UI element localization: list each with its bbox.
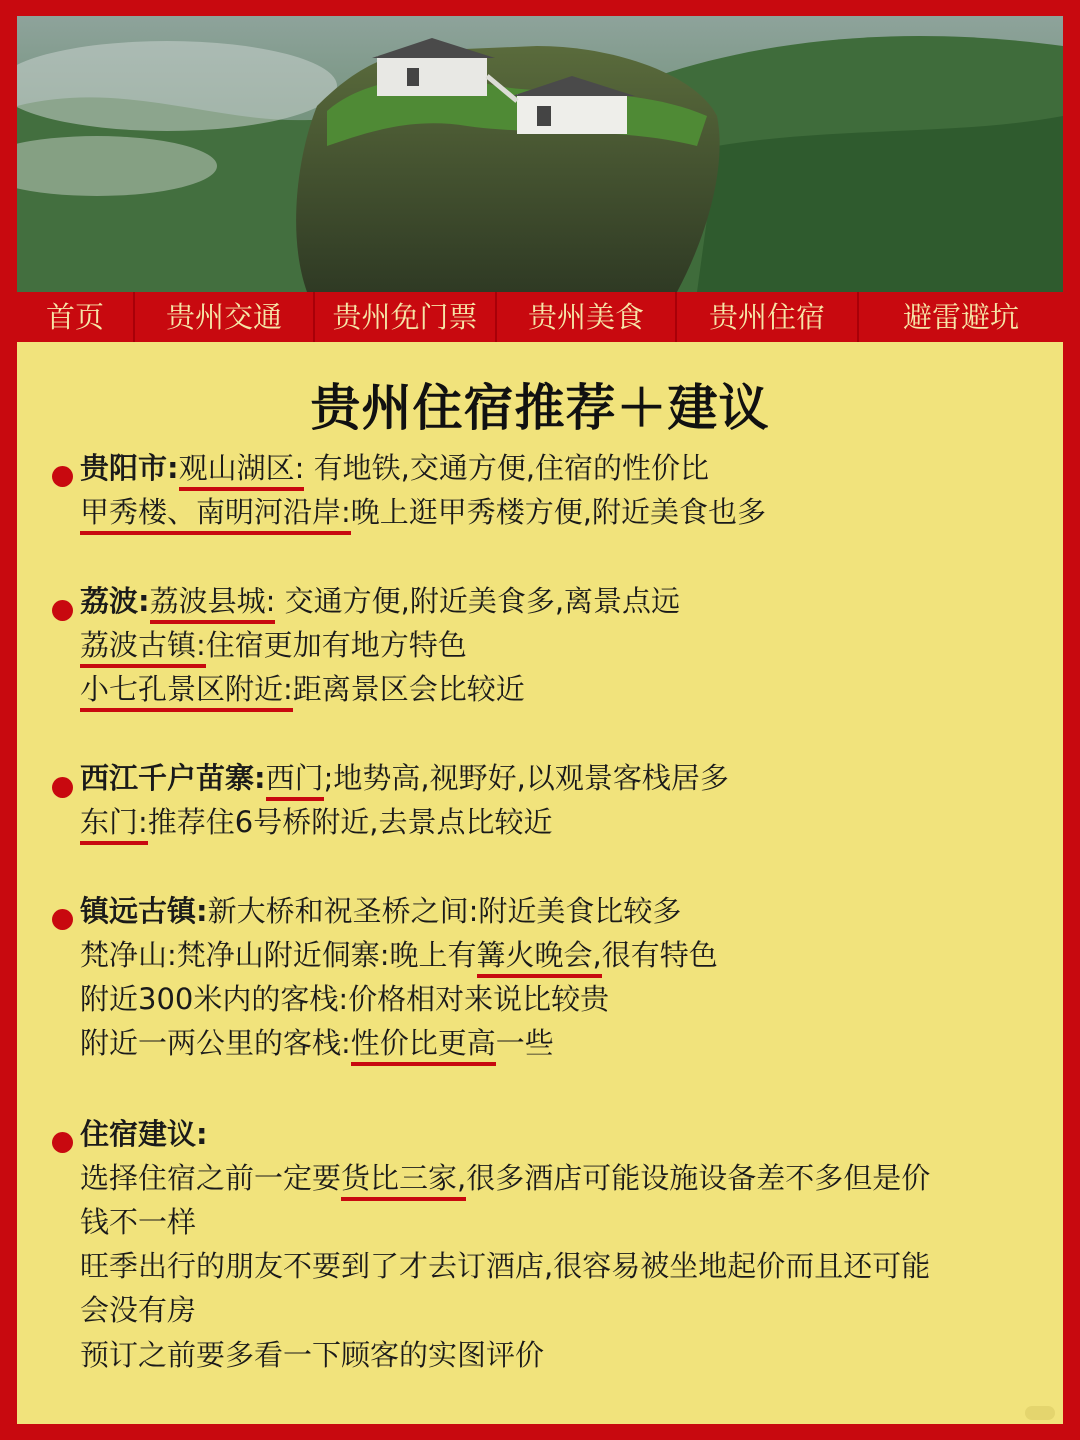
libo-line-2 — [80, 623, 467, 667]
bullet-dot — [52, 777, 73, 798]
bullet-dot — [52, 1132, 73, 1153]
zhenyuan-heading: 镇远古镇: — [80, 894, 208, 928]
xijiang-area-1: 西门 — [266, 761, 324, 801]
advice-heading-line — [80, 1112, 208, 1156]
libo-desc-1: 交通方便,附近美食多,离景点远 — [275, 584, 681, 618]
nav-item-transport[interactable]: 贵州交通 — [135, 292, 315, 342]
nav-item-free-tickets[interactable]: 贵州免门票 — [315, 292, 497, 342]
zhenyuan-line-2-pre: 梵净山:梵净山附近侗寨:晚上有 — [80, 938, 477, 972]
guiyang-desc-2: 晚上逛甲秀楼方便,附近美食也多 — [350, 495, 767, 529]
nav-item-food[interactable]: 贵州美食 — [497, 292, 677, 342]
libo-desc-2: 住宿更加有地方特色 — [205, 628, 467, 662]
bullet-dot — [52, 600, 73, 621]
advice-line-1-post: 很多酒店可能设施设备差不多但是价 — [466, 1161, 931, 1195]
watermark-badge — [1025, 1406, 1055, 1420]
libo-heading: 荔波: — [80, 584, 150, 618]
advice-line-1-pre: 选择住宿之前一定要 — [80, 1161, 342, 1195]
nav-item-pitfalls[interactable]: 避雷避坑 — [902, 300, 1019, 334]
libo-area-1: 荔波县城: — [150, 584, 276, 624]
bullet-dot — [52, 909, 73, 930]
guiyang-area-2: 甲秀楼、南明河沿岸: — [80, 495, 351, 535]
guiyang-heading: 贵阳市: — [80, 451, 179, 485]
zhenyuan-line-2-post: 很有特色 — [601, 938, 718, 972]
advice-line-1-highlight: 货比三家, — [341, 1161, 466, 1201]
page-title: 贵州住宿推荐＋建议 — [310, 379, 770, 437]
guiyang-line-2 — [80, 490, 766, 534]
libo-desc-3: 距离景区会比较近 — [292, 672, 525, 706]
xijiang-line-1 — [80, 756, 729, 800]
xijiang-area-2: 东门: — [80, 805, 148, 845]
advice-line-3: 旺季出行的朋友不要到了才去订酒店,很容易被坐地起价而且还可能 — [80, 1249, 931, 1283]
guiyang-area-1: 观山湖区: — [179, 451, 305, 491]
advice-line-2: 钱不一样 — [80, 1205, 197, 1239]
advice-line-1 — [80, 1156, 930, 1200]
xijiang-desc-1: ;地势高,视野好,以观景客栈居多 — [323, 761, 729, 795]
libo-area-3: 小七孔景区附近: — [80, 672, 293, 712]
libo-line-3 — [80, 667, 525, 711]
zhenyuan-desc-1: 新大桥和祝圣桥之间:附近美食比较多 — [207, 894, 682, 928]
advice-heading: 住宿建议: — [80, 1117, 208, 1151]
nav-item-lodging[interactable]: 贵州住宿 — [677, 292, 859, 342]
zhenyuan-line-3: 附近300米内的客栈:价格相对来说比较贵 — [80, 982, 610, 1016]
hero-mountain-photo — [17, 16, 1063, 292]
zhenyuan-line-2 — [80, 933, 718, 977]
poster-frame — [17, 16, 1063, 1424]
xijiang-desc-2: 推荐住6号桥附近,去景点比较近 — [147, 805, 553, 839]
zhenyuan-line-1 — [80, 889, 681, 933]
zhenyuan-line-2-highlight: 篝火晚会, — [477, 938, 602, 978]
zhenyuan-line-4-highlight: 性价比更高 — [351, 1026, 496, 1066]
advice-line-4: 会没有房 — [80, 1293, 197, 1327]
zhenyuan-line-4-pre: 附近一两公里的客栈: — [80, 1026, 351, 1060]
libo-line-1 — [80, 579, 680, 623]
guiyang-line-1 — [80, 446, 709, 490]
nav-bar — [17, 292, 1063, 342]
xijiang-line-2 — [80, 800, 552, 844]
libo-area-2: 荔波古镇: — [80, 628, 206, 668]
zhenyuan-line-4 — [80, 1021, 554, 1065]
bullet-dot — [52, 466, 73, 487]
advice-line-5: 预订之前要多看一下顾客的实图评价 — [80, 1338, 545, 1372]
nav-item-home[interactable]: 首页 — [17, 292, 135, 342]
xijiang-heading: 西江千户苗寨: — [80, 761, 266, 795]
zhenyuan-line-4-post: 一些 — [495, 1026, 554, 1060]
guiyang-desc-1: 有地铁,交通方便,住宿的性价比 — [304, 451, 710, 485]
